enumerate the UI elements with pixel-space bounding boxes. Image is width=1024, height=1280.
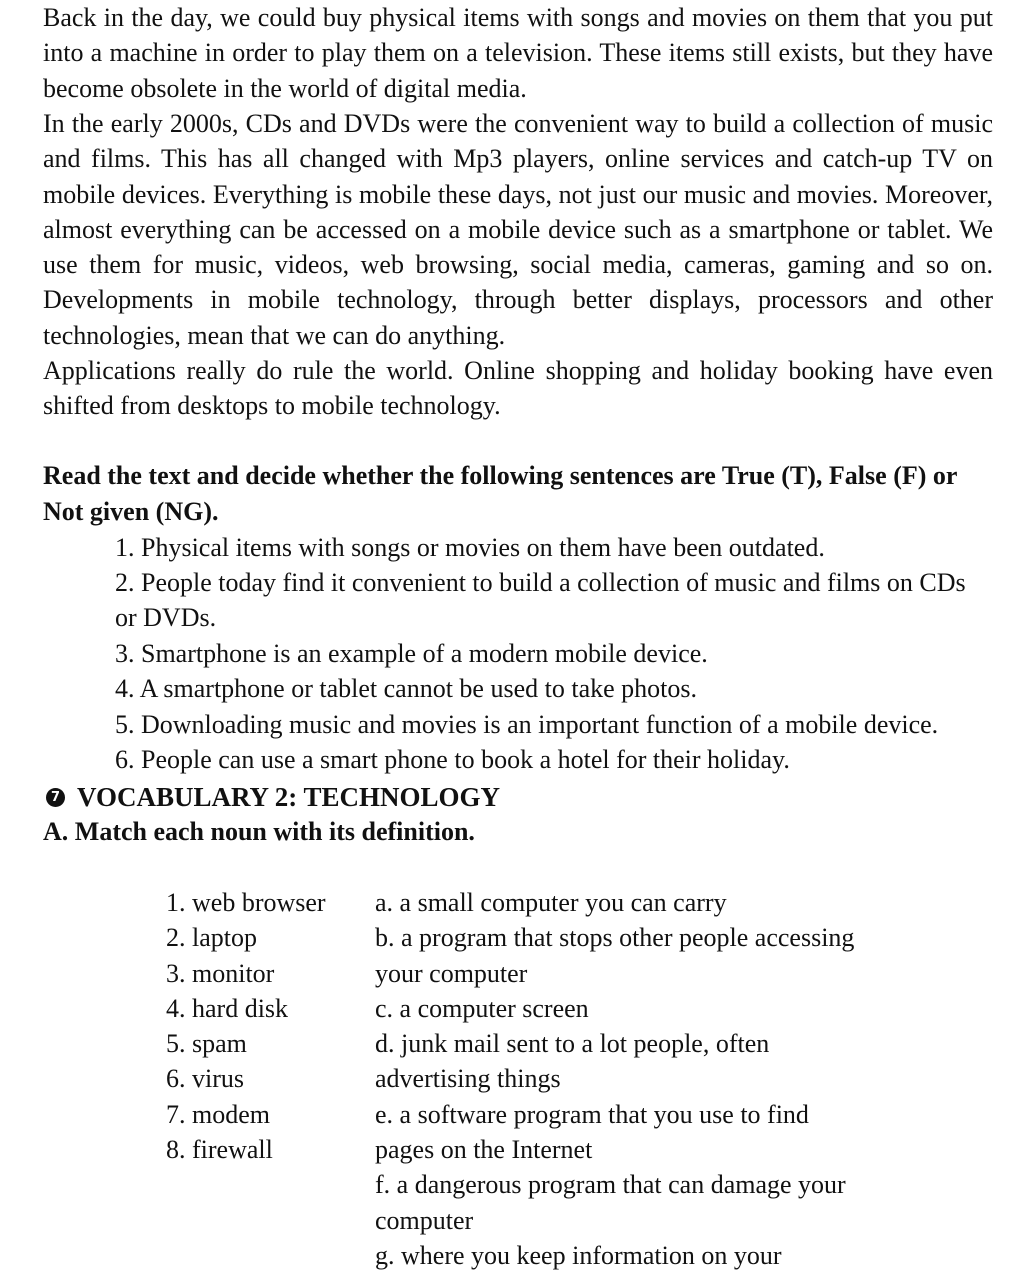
noun-item: 5. spam (166, 1029, 247, 1059)
noun-item: 6. virus (166, 1064, 244, 1094)
definition-line: advertising things (375, 1064, 561, 1094)
noun-item: 7. modem (166, 1099, 270, 1129)
definition-line: g. where you keep information on your (375, 1240, 782, 1270)
statement-3: 3. Smartphone is an example of a modern mobile device. (115, 639, 708, 668)
definition-line: your computer (375, 958, 528, 988)
matching-task-heading: A. Match each noun with its definition. (43, 817, 475, 846)
definition-line: d. junk mail sent to a lot people, often (375, 1029, 770, 1059)
noun-item: 1. web browser (166, 888, 326, 917)
vocabulary-heading-text: VOCABULARY 2: TECHNOLOGY (77, 782, 501, 812)
noun-item: 2. laptop (166, 923, 257, 953)
definition-line: computer (375, 1205, 474, 1235)
definition-list (375, 885, 854, 1273)
noun-item: 3. monitor (166, 958, 275, 988)
statement-6: 6. People can use a smart phone to book a hotel for their holiday. (115, 745, 790, 774)
numbered-bullet-icon: 7 (46, 788, 65, 807)
exercise-instruction: Read the text and decide whether the following sentences are True (T), False (F) or Not given (NG). (43, 461, 957, 526)
noun-item: 4. hard disk (166, 993, 289, 1023)
definition-line: a. a small computer you can carry (375, 888, 727, 917)
definition-line: c. a computer screen (375, 993, 589, 1023)
paragraph-3: Applications really do rule the world. Online shopping and holiday booking have even shifted from desktops to mobile technology. (43, 356, 993, 421)
noun-list (166, 885, 326, 1167)
statement-4: 4. A smartphone or tablet cannot be used to take photos. (115, 674, 697, 703)
statement-5: 5. Downloading music and movies is an important function of a mobile device. (115, 710, 939, 739)
definition-line: b. a program that stops other people accessing (375, 923, 855, 953)
noun-item: 8. firewall (166, 1135, 273, 1165)
definition-line: f. a dangerous program that can damage your (375, 1170, 846, 1200)
definition-line: e. a software program that you use to find (375, 1099, 809, 1129)
paragraph-2: In the early 2000s, CDs and DVDs were the convenient way to build a collection of music and films. This has all changed with Mp3 players, online services and catch-up TV on mobile devices. Everything is mobile these days, not just our music and movies. Moreover, almost everything can be accessed on a mobile device such as a smartphone or tablet. We use them for music, videos, web browsing, social media, cameras, gaming and so on. Developments in mobile technology, through better displays, processors and other technologies, mean that we can do anything. (43, 109, 993, 350)
paragraph-1: Back in the day, we could buy physical items with songs and movies on them that you put into a machine in order to play them on a television. These items still exists, but they have become obsolete in the world of digital media. (43, 3, 993, 103)
vocabulary-heading (46, 780, 500, 814)
statement-2: 2. People today find it convenient to build a collection of music and films on CDs or DVDs. (115, 568, 966, 633)
definition-line: pages on the Internet (375, 1135, 593, 1165)
statement-1: 1. Physical items with songs or movies on them have been outdated. (115, 533, 825, 562)
